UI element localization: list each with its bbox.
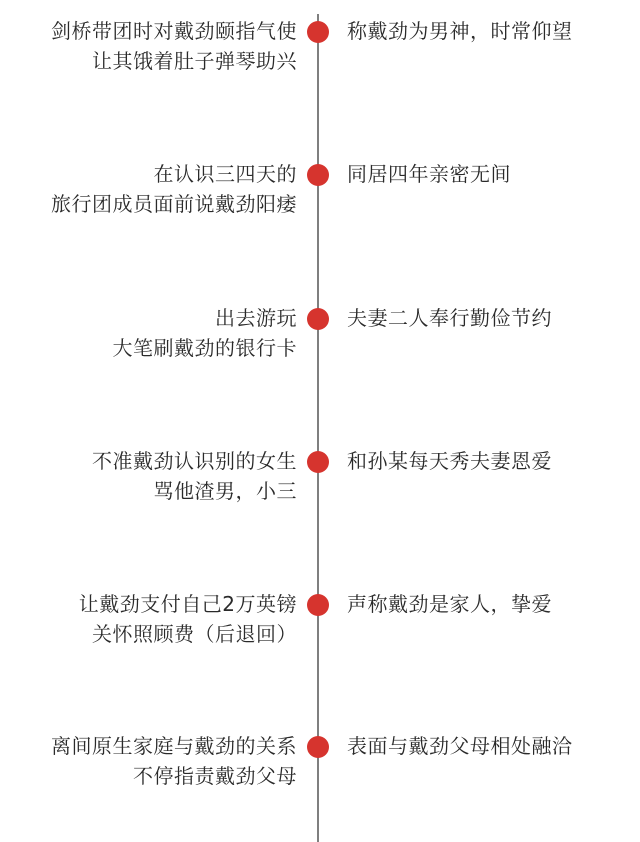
right-statement: 夫妻二人奉行勤俭节约 xyxy=(347,306,552,330)
timeline-dot xyxy=(307,164,329,186)
left-line: 剑桥带团时对戴劲颐指气使 xyxy=(51,19,297,43)
timeline-dot xyxy=(307,451,329,473)
left-statement xyxy=(7,16,297,76)
left-line: 在认识三四天的 xyxy=(153,162,297,186)
timeline-dot xyxy=(307,736,329,758)
left-line: 不准戴劲认识别的女生 xyxy=(92,449,297,473)
left-line: 旅行团成员面前说戴劲阳痿 xyxy=(51,192,297,216)
left-line: 让其饿着肚子弹琴助兴 xyxy=(92,49,297,73)
timeline-dot xyxy=(307,308,329,330)
timeline-row-4 xyxy=(0,446,640,526)
timeline-dot xyxy=(307,594,329,616)
right-statement: 和孙某每天秀夫妻恩爱 xyxy=(347,449,552,473)
left-statement xyxy=(7,446,297,506)
left-statement xyxy=(7,159,297,219)
timeline-row-6 xyxy=(0,731,640,811)
right-statement: 称戴劲为男神，时常仰望 xyxy=(347,19,573,43)
left-statement xyxy=(7,731,297,791)
left-statement xyxy=(7,589,297,649)
timeline-dot xyxy=(307,21,329,43)
timeline-axis xyxy=(317,14,319,842)
left-line: 关怀照顾费（后退回） xyxy=(92,622,297,646)
right-statement: 声称戴劲是家人，挚爱 xyxy=(347,592,552,616)
timeline-row-1 xyxy=(0,16,640,96)
right-statement: 表面与戴劲父母相处融洽 xyxy=(347,734,573,758)
left-line: 出去游玩 xyxy=(215,306,297,330)
left-line: 离间原生家庭与戴劲的关系 xyxy=(51,734,297,758)
left-statement xyxy=(7,303,297,363)
timeline-row-5 xyxy=(0,589,640,669)
left-line: 骂他渣男，小三 xyxy=(153,479,297,503)
timeline-row-2 xyxy=(0,159,640,239)
left-line: 大笔刷戴劲的银行卡 xyxy=(112,336,297,360)
timeline-row-3 xyxy=(0,303,640,383)
right-statement: 同居四年亲密无间 xyxy=(347,162,511,186)
left-line: 不停指责戴劲父母 xyxy=(133,764,297,788)
left-line: 让戴劲支付自己2万英镑 xyxy=(78,592,297,616)
